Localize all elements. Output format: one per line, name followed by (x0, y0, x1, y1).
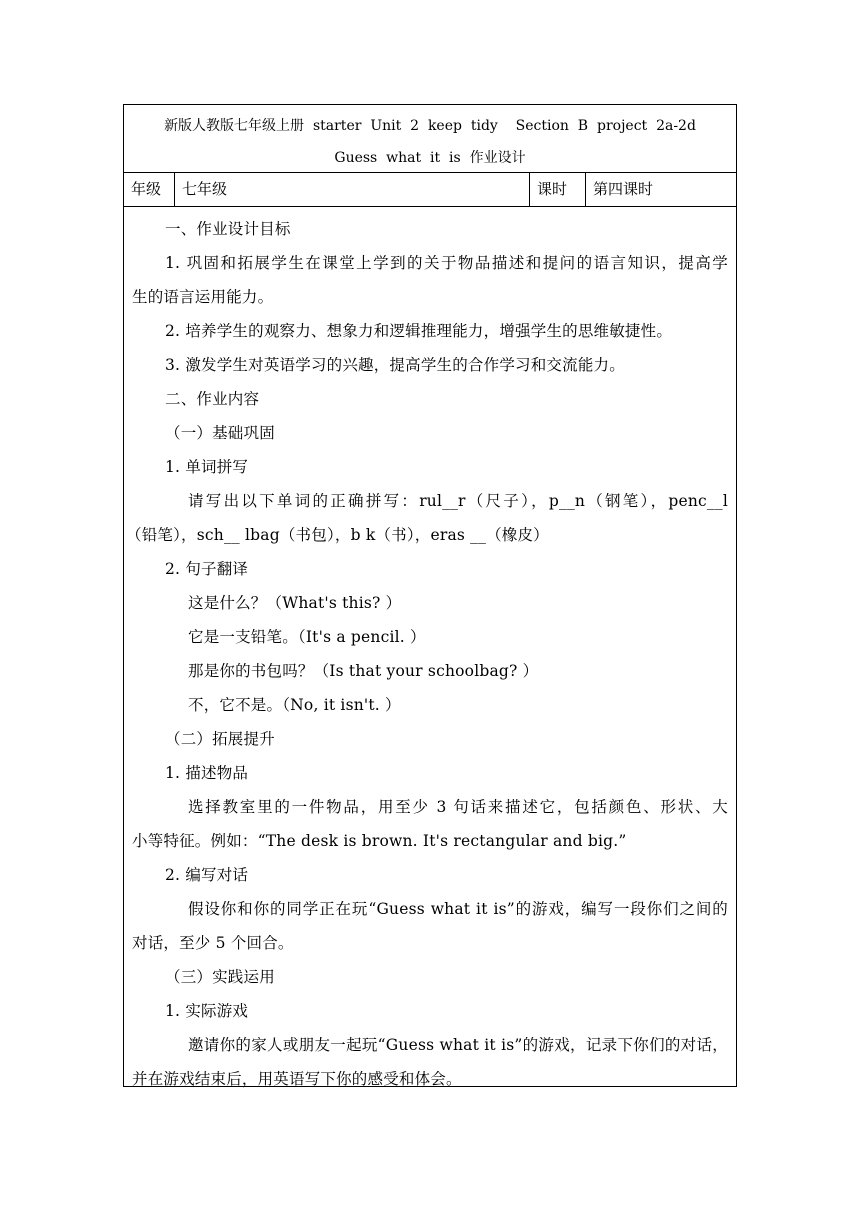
item-dialogue: 2. 编写对话 (165, 866, 249, 884)
goal-1-line-1: 1. 巩固和拓展学生在课堂上学到的关于物品描述和提问的语言知识，提高学 (165, 254, 728, 272)
grade-value: 七年级 (175, 173, 530, 206)
describe-line-2: 小等特征。例如：“The desk is brown. It's rectangular and big.” (132, 832, 627, 850)
subsection-practice: （三）实践运用 (165, 968, 275, 986)
game-line-2: 并在游戏结束后，用英语写下你的感受和体会。 (132, 1070, 462, 1088)
translation-4: 不，它不是。（No, it isn't. ） (188, 696, 401, 714)
item-describe: 1. 描述物品 (165, 764, 249, 782)
subsection-basic: （一）基础巩固 (165, 424, 275, 442)
document-subtitle: Guess what it is 作业设计 (334, 150, 526, 166)
grade-label: 年级 (124, 173, 175, 206)
translation-3: 那是你的书包吗？（Is that your schoolbag? ） (188, 662, 539, 680)
goal-1-line-2: 生的语言运用能力。 (132, 288, 274, 306)
subsection-extension: （二）拓展提升 (165, 730, 275, 748)
document-title: 新版人教版七年级上册 starter Unit 2 keep tidy Section B project 2a-2d (164, 118, 696, 134)
homework-table (123, 104, 737, 1087)
section-heading-content: 二、作业内容 (165, 390, 260, 408)
item-spelling: 1. 单词拼写 (165, 458, 249, 476)
spelling-line-1: 请写出以下单词的正确拼写：rul__r（尺子），p__n（钢笔），penc__l (188, 492, 728, 510)
period-label: 课时 (530, 173, 586, 206)
item-translation: 2. 句子翻译 (165, 560, 249, 578)
translation-1: 这是什么？（What's this? ） (188, 594, 402, 612)
translation-2: 它是一支铅笔。（It's a pencil. ） (188, 628, 426, 646)
title-row (124, 105, 736, 173)
period-value: 第四课时 (593, 180, 654, 198)
dialogue-line-1: 假设你和你的同学正在玩“Guess what it is”的游戏，编写一段你们之间的 (188, 900, 728, 918)
meta-row (124, 173, 736, 207)
goal-3: 3. 激发学生对英语学习的兴趣，提高学生的合作学习和交流能力。 (165, 356, 625, 374)
section-heading-goals: 一、作业设计目标 (165, 220, 291, 238)
goal-2: 2. 培养学生的观察力、想象力和逻辑推理能力，增强学生的思维敏捷性。 (165, 322, 673, 340)
describe-line-1: 选择教室里的一件物品，用至少 3 句话来描述它，包括颜色、形状、大 (188, 798, 728, 816)
spelling-line-2: （铅笔），sch__ lbag（书包），b k（书），eras __（橡皮） (126, 526, 549, 544)
game-line-1: 邀请你的家人或朋友一起玩“Guess what it is”的游戏，记录下你们的对话， (188, 1036, 728, 1054)
dialogue-line-2: 对话，至少 5 个回合。 (132, 934, 294, 952)
item-game: 1. 实际游戏 (165, 1002, 249, 1020)
